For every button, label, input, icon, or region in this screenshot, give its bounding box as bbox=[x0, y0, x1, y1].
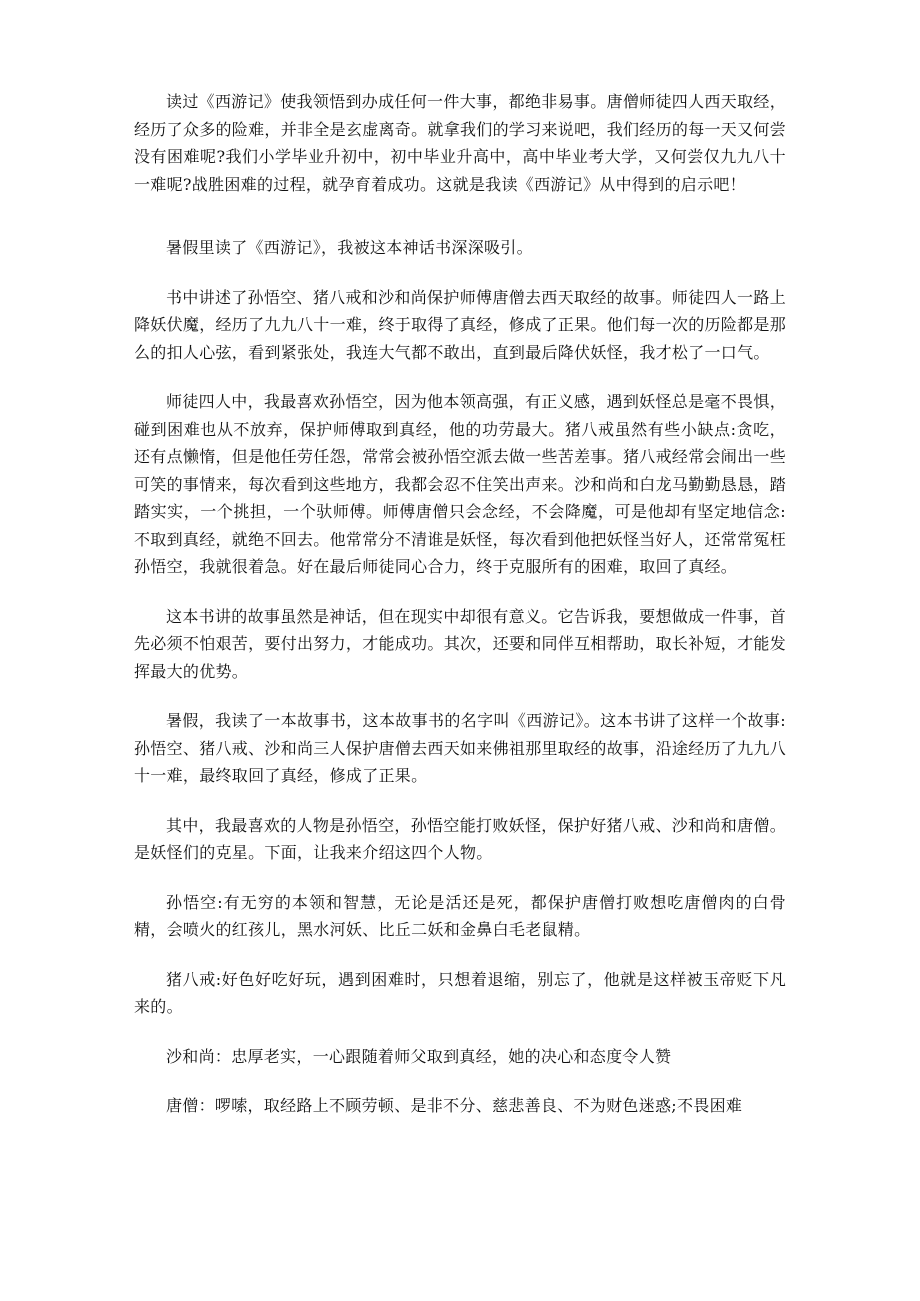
document-body bbox=[134, 88, 786, 1142]
paragraph-10: 沙和尚：忠厚老实，一心跟随着师父取到真经，她的决心和态度令人赞 bbox=[166, 1046, 672, 1066]
paragraph-3: 书中讲述了孙悟空、猪八戒和沙和尚保护师傅唐僧去西天取经的故事。师徒四人一路上降妖伏魔，经历了九九八十一难，终于取得了真经，修成了正果。他们每一次的历险都是那么的扣人心弦，看到紧张处，我连大气都不敢出，直到最后降伏妖怪，我才松了一口气。 bbox=[134, 287, 787, 362]
paragraph-2: 暑假里读了《西游记》，我被这本神话书深深吸引。 bbox=[166, 238, 533, 257]
paragraph-7: 其中，我最喜欢的人物是孙悟空，孙悟空能打败妖怪，保护好猪八戒、沙和尚和唐僧。是妖怪们的克星。下面，让我来介绍这四个人物。 bbox=[134, 815, 786, 862]
paragraph-1: 读过《西游记》使我领悟到办成任何一件大事，都绝非易事。唐僧师徒四人西天取经，经历了众多的险难，并非全是玄虚离奇。就拿我们的学习来说吧，我们经历的每一天又何尝没有困难呢?我们小学毕业升初中，初中毕业升高中，高中毕业考大学，又何尝仅九九八十一难呢?战胜困难的过程，就孕育着成功。这就是我读《西游记》从中得到的启示吧！ bbox=[134, 92, 787, 194]
paragraph-9: 猪八戒:好色好吃好玩，遇到困难时，只想着退缩，别忘了，他就是这样被玉帝贬下凡来的。 bbox=[134, 969, 786, 1016]
paragraph-4: 师徒四人中，我最喜欢孙悟空，因为他本领高强，有正义感，遇到妖怪总是毫不畏惧，碰到困难也从不放弃，保护师傅取到真经，他的功劳最大。猪八戒虽然有些小缺点:贪吃，还有点懒惰，但是他任劳任怨，常常会被孙悟空派去做一些苦差事。猪八戒经常会闹出一些可笑的事情来，每次看到这些地方，我都会忍不住笑出声来。沙和尚和白龙马勤勤恳恳，踏踏实实，一个挑担，一个驮师傅。师傅唐僧只会念经，不会降魔，可是他却有坚定地信念:不取到真经，就绝不回去。他常常分不清谁是妖怪，每次看到他把妖怪当好人，还常常冤枉孙悟空，我就很着急。好在最后师徒同心合力，终于克服所有的困难，取回了真经。 bbox=[134, 392, 787, 576]
paragraph-6: 暑假，我读了一本故事书，这本故事书的名字叫《西游记》。这本书讲了这样一个故事:孙悟空、猪八戒、沙和尚三人保护唐僧去西天如来佛祖那里取经的故事，沿途经历了九九八十一难，最终取回了真经，修成了正果。 bbox=[134, 711, 787, 785]
paragraph-5: 这本书讲的故事虽然是神话，但在现实中却很有意义。它告诉我，要想做成一件事，首先必须不怕艰苦，要付出努力，才能成功。其次，还要和同伴互相帮助，取长补短，才能发挥最大的优势。 bbox=[134, 606, 787, 681]
paragraph-8: 孙悟空:有无穷的本领和智慧，无论是活还是死，都保护唐僧打败想吃唐僧肉的白骨精，会喷火的红孩儿，黑水河妖、比丘二妖和金鼻白毛老鼠精。 bbox=[134, 892, 786, 939]
paragraph-11: 唐僧：啰嗦，取经路上不顾劳顿、是非不分、慈悲善良、不为财色迷惑;不畏困难 bbox=[166, 1096, 743, 1115]
